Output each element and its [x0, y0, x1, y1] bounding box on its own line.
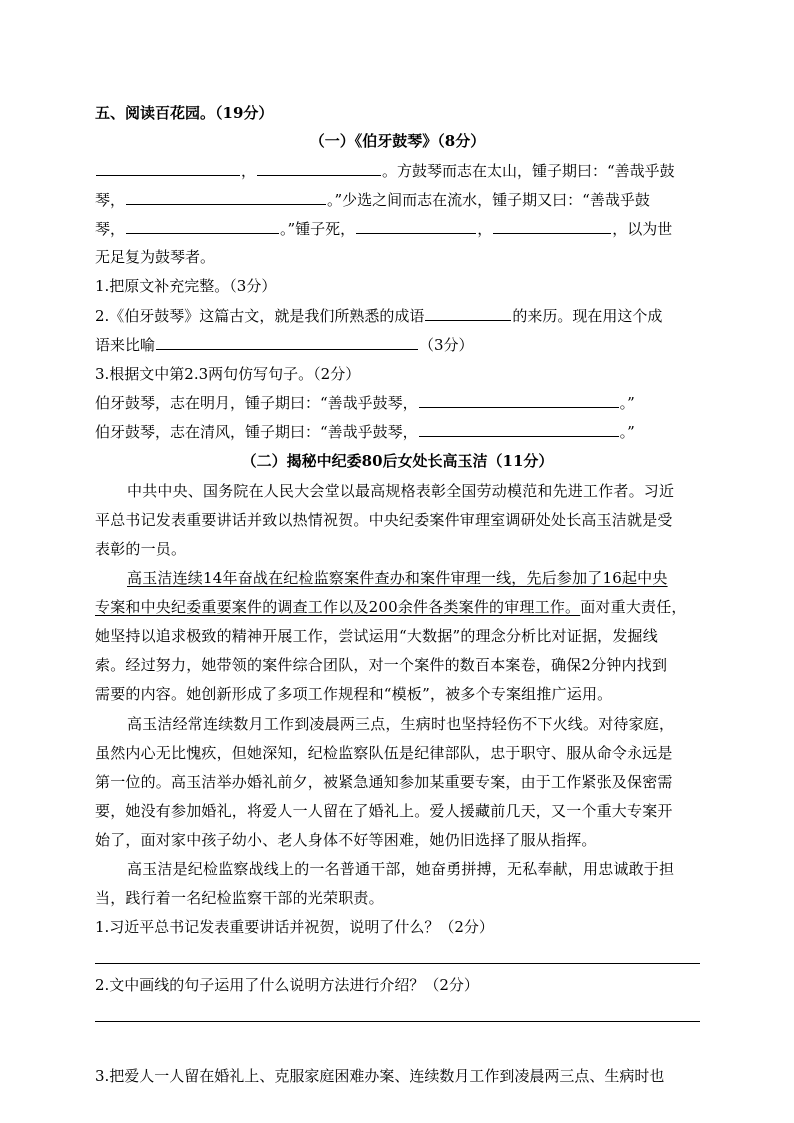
part2-paragraph-2-line-5: 需要的内容。她创新形成了多项工作规程和“模板”，被多个专案组推广运用。	[95, 685, 613, 703]
part2-paragraph-2-line-3: 她坚持以追求极致的精神开展工作，尝试运用“大数据”的理念分析比对证据，发掘线	[95, 627, 658, 645]
fill-blank[interactable]	[419, 392, 619, 408]
text-fragment: 的来历。现在用这个成	[512, 307, 663, 325]
part2-paragraph-1-line-3: 表彰的一员。	[95, 540, 187, 558]
part1-question-2-cont	[95, 334, 700, 355]
fill-blank[interactable]	[126, 189, 326, 205]
part2-question-2: 2.文中画线的句子运用了什么说明方法进行介绍？（2分）	[95, 976, 479, 994]
text-fragment: 2.《伯牙鼓琴》这篇古文，就是我们所熟悉的成语	[95, 307, 425, 325]
fill-blank[interactable]	[356, 218, 476, 234]
text-fragment: ，	[477, 220, 493, 238]
part2-question-3: 3.把爱人一人留在婚礼上、克服家庭困难办案、连续数月工作到凌晨两三点、生病时也	[95, 1067, 665, 1085]
fill-blank[interactable]	[126, 218, 279, 234]
part2-paragraph-3-line-4: 要，她没有参加婚礼，将爱人一人留在了婚礼上。爱人援藏前几天，又一个重大专案开	[95, 802, 673, 820]
part2-paragraph-4-line-2: 当，践行着一名纪检监察干部的光荣职责。	[95, 889, 384, 907]
part2-paragraph-2-line-4: 索。经过努力，她带领的案件综合团队，对一个案件的数百本案卷，确保2分钟内找到	[95, 656, 668, 674]
part1-text-line-1	[95, 160, 700, 181]
text-fragment: 伯牙鼓琴，志在明月，锺子期曰：“善哉乎鼓琴，	[95, 394, 418, 412]
text-fragment: 伯牙鼓琴，志在清风，锺子期曰：“善哉乎鼓琴，	[95, 423, 418, 441]
part1-text-line-2	[95, 189, 700, 210]
part2-paragraph-2-line-2	[95, 597, 700, 617]
text-fragment: 。方鼓琴而志在太山，锺子期曰：“善哉乎鼓	[382, 162, 675, 180]
part2-paragraph-4-line-1: 高玉洁是纪检监察战线上的一名普通干部，她奋勇拼搏，无私奉献，用忠诚敢于担	[127, 860, 675, 878]
fill-blank[interactable]	[257, 160, 381, 176]
underlined-sentence: 专案和中央纪委重要案件的调查工作以及200余件各类案件的审理工作。	[95, 598, 581, 616]
text-fragment: 琴，	[95, 220, 126, 238]
part2-paragraph-1-line-2: 平总书记发表重要讲话并致以热情祝贺。中央纪委案件审理室调研处处长高玉洁就是受	[95, 511, 673, 529]
part2-paragraph-1-line-1: 中共中央、国务院在人民大会堂以最高规格表彰全国劳动模范和先进工作者。习近	[127, 482, 675, 500]
part2-paragraph-3-line-5: 始了，面对家中孩子幼小、老人身体不好等困难，她仍旧选择了服从指挥。	[95, 831, 597, 849]
part1-question-2	[95, 305, 700, 326]
text-fragment: 。”少选之间而志在流水，锺子期又曰：“善哉乎鼓	[327, 191, 650, 209]
text-fragment: 面对重大责任，	[580, 598, 687, 616]
part2-paragraph-3-line-3: 第一位的。高玉洁举办婚礼前夕，被紧急通知参加某重要专案，由于工作紧张及保密需	[95, 773, 673, 791]
text-fragment: ，以为世	[612, 220, 673, 238]
part2-paragraph-2-line-1	[95, 568, 700, 588]
text-fragment: 。”	[619, 394, 635, 412]
part2-question-1: 1.习近平总书记发表重要讲话并祝贺，说明了什么？（2分）	[95, 918, 494, 936]
answer-line[interactable]	[95, 963, 700, 964]
text-fragment: （3分）	[419, 336, 474, 354]
fill-blank[interactable]	[96, 160, 240, 176]
fill-blank[interactable]	[425, 305, 511, 321]
fill-blank[interactable]	[493, 218, 611, 234]
answer-line[interactable]	[95, 1021, 700, 1022]
underlined-sentence: 高玉洁连续14年奋战在纪检监察案件查办和案件审理一线，先后参加了16起中央	[127, 569, 668, 587]
part2-paragraph-3-line-1: 高玉洁经常连续数月工作到凌晨两三点，生病时也坚持轻伤不下火线。对待家庭，	[127, 715, 675, 733]
text-fragment: 。”锺子死，	[280, 220, 356, 238]
part1-question-1: 1.把原文补充完整。（3分）	[95, 277, 277, 295]
part1-q3-line-1	[95, 392, 700, 413]
text-fragment: 琴，	[95, 191, 126, 209]
text-fragment: ，	[241, 162, 257, 180]
part1-title: （一）《伯牙鼓琴》（8分）	[309, 132, 486, 150]
text-fragment: 语来比喻	[95, 336, 156, 354]
part1-question-3: 3.根据文中第2.3两句仿写句子。（2分）	[95, 365, 361, 383]
part1-text-line-4: 无足复为鼓琴者。	[95, 248, 216, 266]
fill-blank[interactable]	[156, 334, 418, 350]
section-title: 五、阅读百花园。（19分）	[95, 104, 274, 122]
part1-q3-line-2	[95, 421, 700, 442]
fill-blank[interactable]	[419, 421, 619, 437]
text-fragment: 。”	[619, 423, 635, 441]
part1-text-line-3	[95, 218, 700, 239]
part2-paragraph-3-line-2: 虽然内心无比愧疚，但她深知，纪检监察队伍是纪律部队，忠于职守、服从命令永远是	[95, 744, 673, 762]
part2-title: （二）揭秘中纪委80后女处长高玉洁（11分）	[241, 452, 554, 470]
